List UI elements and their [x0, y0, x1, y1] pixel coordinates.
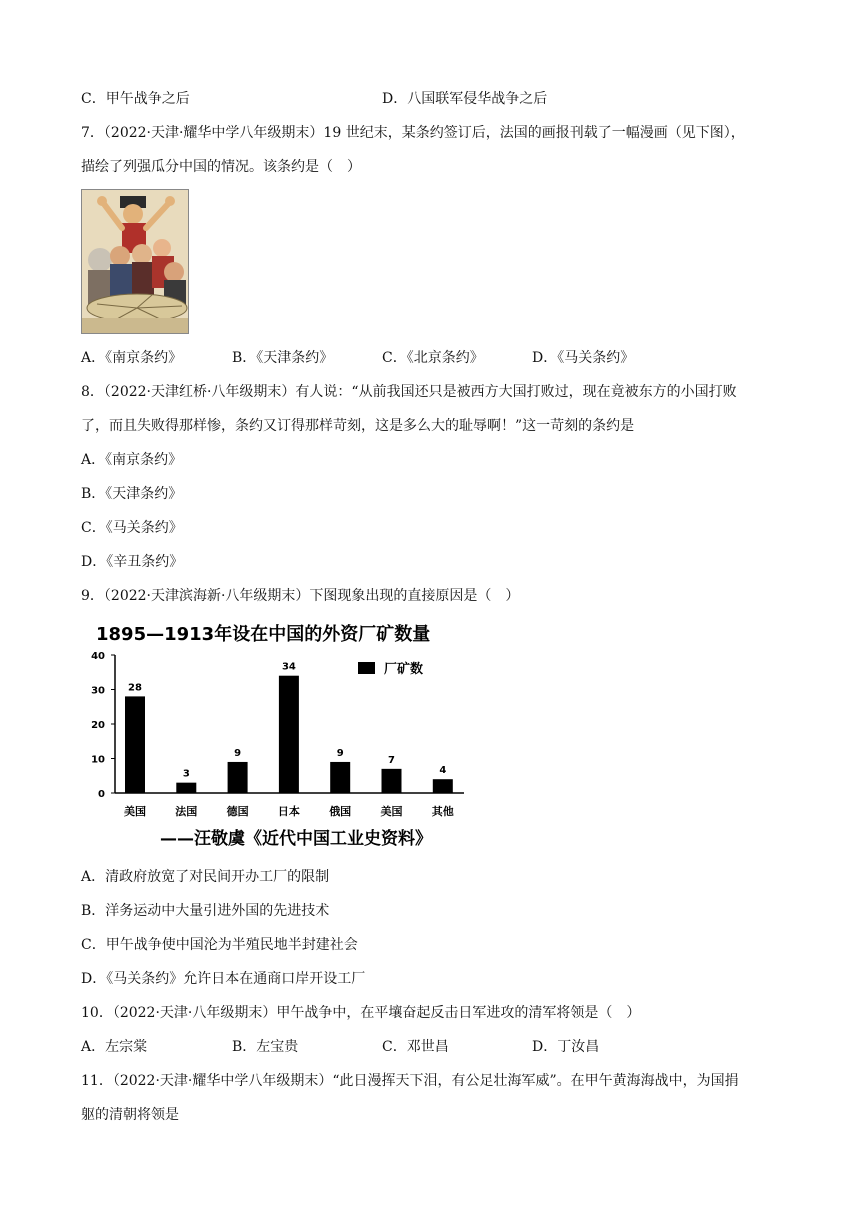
legend-label: 厂矿数 — [384, 662, 424, 677]
q6-option-c: C．甲午战争之后 — [81, 91, 190, 107]
q6-option-d: D．八国联军侵华战争之后 — [382, 91, 548, 107]
q11-stem-line1: 11．（2022·天津·耀华中学八年级期末）“此日漫挥天下泪，有公足壮海军威”。在甲午黄海海战中，为国捐 — [81, 1073, 739, 1089]
factory-count-chart — [86, 617, 476, 855]
q7-option-b: B．《天津条约》 — [232, 350, 334, 366]
q10-option-a: A．左宗棠 — [81, 1039, 148, 1055]
factory-count-chart-svg — [86, 617, 476, 855]
q10-option-c: C．邓世昌 — [382, 1039, 449, 1055]
y-tick-label: 40 — [91, 651, 105, 662]
chart-source: ——汪敬虞《近代中国工业史资料》 — [160, 829, 432, 849]
q8-option-a: A．《南京条约》 — [81, 452, 183, 468]
q10-option-d: D．丁汝昌 — [532, 1039, 600, 1055]
bar-value-label: 9 — [234, 747, 242, 759]
q8-stem-line2: 了，而且失败得那样惨，条约又订得那样苛刻，这是多么大的耻辱啊！”这一苛刻的条约是 — [81, 418, 635, 434]
q10-stem: 10．（2022·天津·八年级期末）甲午战争中，在平壤奋起反击日军进攻的清军将领是（ ） — [81, 1005, 641, 1021]
q9-option-c: C．甲午战争使中国沦为半殖民地半封建社会 — [81, 937, 358, 953]
q10-option-b: B．左宝贵 — [232, 1039, 299, 1055]
q7-option-a: A．《南京条约》 — [81, 350, 183, 366]
x-tick-label: 其他 — [431, 805, 454, 818]
bar — [176, 783, 196, 793]
x-tick-label: 法国 — [175, 805, 198, 818]
bar-value-label: 7 — [388, 754, 395, 766]
q7-option-c: C．《北京条约》 — [382, 350, 484, 366]
q9-option-a: A．清政府放宽了对民间开办工厂的限制 — [81, 869, 330, 885]
y-tick-label: 10 — [91, 754, 105, 766]
q9-stem: 9．（2022·天津滨海新·八年级期末）下图现象出现的直接原因是（ ） — [81, 588, 520, 604]
q7-option-d: D．《马关条约》 — [532, 350, 635, 366]
x-tick-label: 俄国 — [329, 805, 352, 818]
bar-value-label: 3 — [182, 768, 190, 780]
chart-title: 1895—1913年设在中国的外资厂矿数量 — [96, 624, 431, 645]
x-tick-label: 德国 — [226, 805, 249, 818]
bar — [279, 676, 299, 793]
bar — [330, 762, 350, 793]
q7-stem-line2: 描绘了列强瓜分中国的情况。该条约是（ ） — [81, 159, 361, 175]
bar — [228, 762, 248, 793]
y-tick-label: 0 — [98, 789, 105, 800]
q8-option-b: B．《天津条约》 — [81, 486, 183, 502]
bar — [125, 696, 145, 793]
bar-value-label: 4 — [439, 765, 447, 777]
q9-option-d: D．《马关条约》允许日本在通商口岸开设工厂 — [81, 971, 366, 987]
legend-swatch — [358, 662, 375, 674]
bar — [433, 779, 453, 793]
q9-option-b: B．洋务运动中大量引进外国的先进技术 — [81, 903, 330, 919]
bar-value-label: 28 — [128, 682, 142, 694]
x-tick-label: 美国 — [124, 805, 146, 818]
q7-cartoon-image — [81, 189, 189, 334]
x-tick-label: 日本 — [277, 805, 300, 818]
q8-option-d: D．《辛丑条约》 — [81, 554, 184, 570]
y-tick-label: 30 — [91, 685, 105, 697]
q8-option-c: C．《马关条约》 — [81, 520, 183, 536]
q7-stem-line1: 7．（2022·天津·耀华中学八年级期末）19 世纪末，某条约签订后，法国的画报刊载了一幅漫画（见下图）， — [81, 125, 745, 141]
q11-stem-line2: 躯的清朝将领是 — [81, 1107, 179, 1123]
bar-value-label: 34 — [281, 661, 296, 673]
y-tick-label: 20 — [91, 720, 105, 731]
q8-stem-line1: 8．（2022·天津红桥·八年级期末）有人说：“从前我国还只是被西方大国打败过，现在竟被东方的小国打败 — [81, 384, 737, 400]
bar — [382, 769, 402, 793]
bar-value-label: 9 — [336, 747, 344, 759]
x-tick-label: 美国 — [380, 805, 403, 818]
